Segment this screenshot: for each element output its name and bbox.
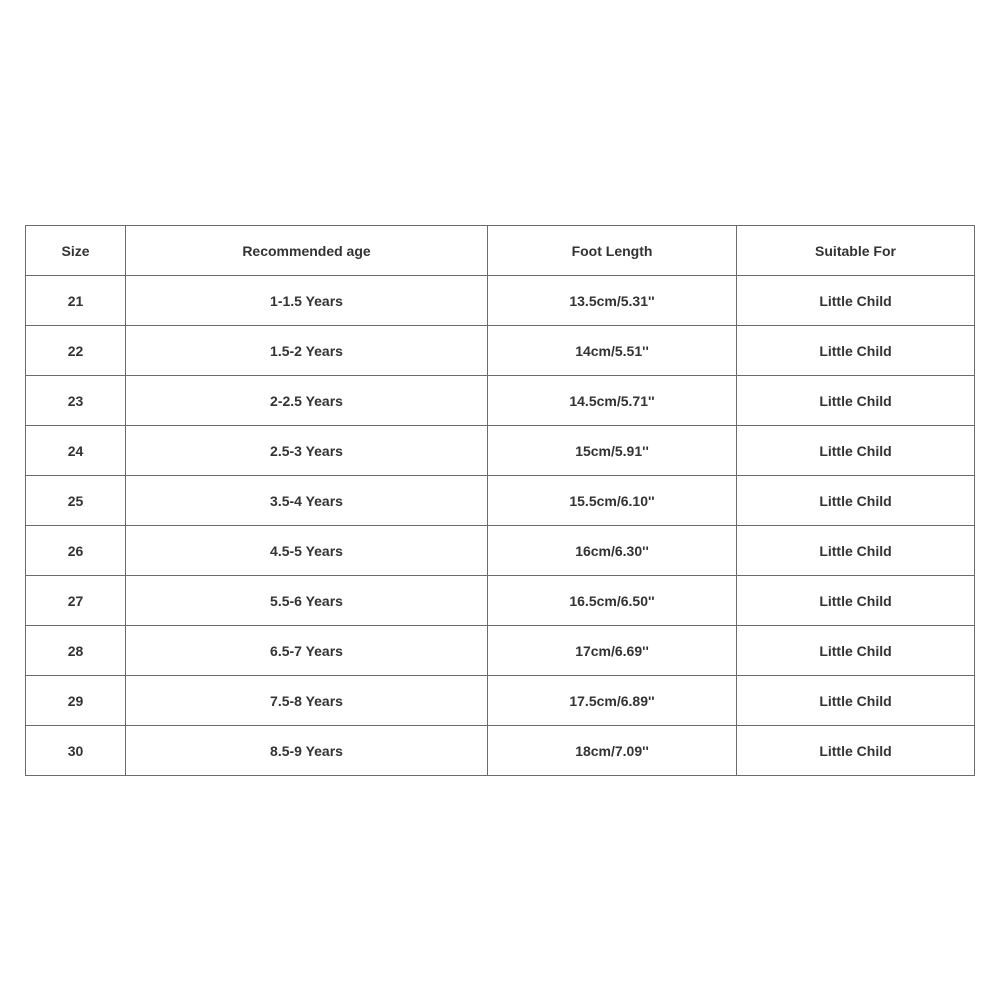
table-row (26, 426, 975, 476)
cell-foot-length: 15cm/5.91'' (488, 426, 737, 476)
cell-suitable-for: Little Child (737, 376, 975, 426)
cell-foot-length: 16cm/6.30'' (488, 526, 737, 576)
cell-foot-length: 13.5cm/5.31'' (488, 276, 737, 326)
cell-suitable-for: Little Child (737, 326, 975, 376)
table-row (26, 576, 975, 626)
cell-recommended-age: 5.5-6 Years (126, 576, 488, 626)
table-row (26, 326, 975, 376)
cell-recommended-age: 1.5-2 Years (126, 326, 488, 376)
cell-suitable-for: Little Child (737, 526, 975, 576)
cell-recommended-age: 1-1.5 Years (126, 276, 488, 326)
cell-size: 22 (26, 326, 126, 376)
cell-suitable-for: Little Child (737, 426, 975, 476)
header-suitable-for: Suitable For (737, 226, 975, 276)
header-foot-length: Foot Length (488, 226, 737, 276)
cell-suitable-for: Little Child (737, 726, 975, 776)
cell-recommended-age: 2-2.5 Years (126, 376, 488, 426)
cell-recommended-age: 8.5-9 Years (126, 726, 488, 776)
cell-suitable-for: Little Child (737, 276, 975, 326)
cell-recommended-age: 6.5-7 Years (126, 626, 488, 676)
table-row (26, 376, 975, 426)
cell-suitable-for: Little Child (737, 576, 975, 626)
cell-foot-length: 17.5cm/6.89'' (488, 676, 737, 726)
cell-foot-length: 17cm/6.69'' (488, 626, 737, 676)
cell-foot-length: 16.5cm/6.50'' (488, 576, 737, 626)
cell-suitable-for: Little Child (737, 626, 975, 676)
table-header-row (26, 226, 975, 276)
cell-size: 28 (26, 626, 126, 676)
cell-size: 30 (26, 726, 126, 776)
cell-size: 29 (26, 676, 126, 726)
cell-size: 27 (26, 576, 126, 626)
cell-recommended-age: 3.5-4 Years (126, 476, 488, 526)
table-row (26, 726, 975, 776)
cell-size: 25 (26, 476, 126, 526)
cell-foot-length: 15.5cm/6.10'' (488, 476, 737, 526)
size-chart-table (25, 225, 975, 776)
table-row (26, 526, 975, 576)
table-row (26, 676, 975, 726)
cell-size: 21 (26, 276, 126, 326)
cell-recommended-age: 4.5-5 Years (126, 526, 488, 576)
table-row (26, 476, 975, 526)
cell-foot-length: 14.5cm/5.71'' (488, 376, 737, 426)
cell-suitable-for: Little Child (737, 676, 975, 726)
header-size: Size (26, 226, 126, 276)
table-row (26, 626, 975, 676)
cell-recommended-age: 2.5-3 Years (126, 426, 488, 476)
cell-size: 26 (26, 526, 126, 576)
cell-foot-length: 18cm/7.09'' (488, 726, 737, 776)
header-recommended-age: Recommended age (126, 226, 488, 276)
cell-recommended-age: 7.5-8 Years (126, 676, 488, 726)
cell-size: 24 (26, 426, 126, 476)
table-row (26, 276, 975, 326)
cell-size: 23 (26, 376, 126, 426)
cell-suitable-for: Little Child (737, 476, 975, 526)
cell-foot-length: 14cm/5.51'' (488, 326, 737, 376)
